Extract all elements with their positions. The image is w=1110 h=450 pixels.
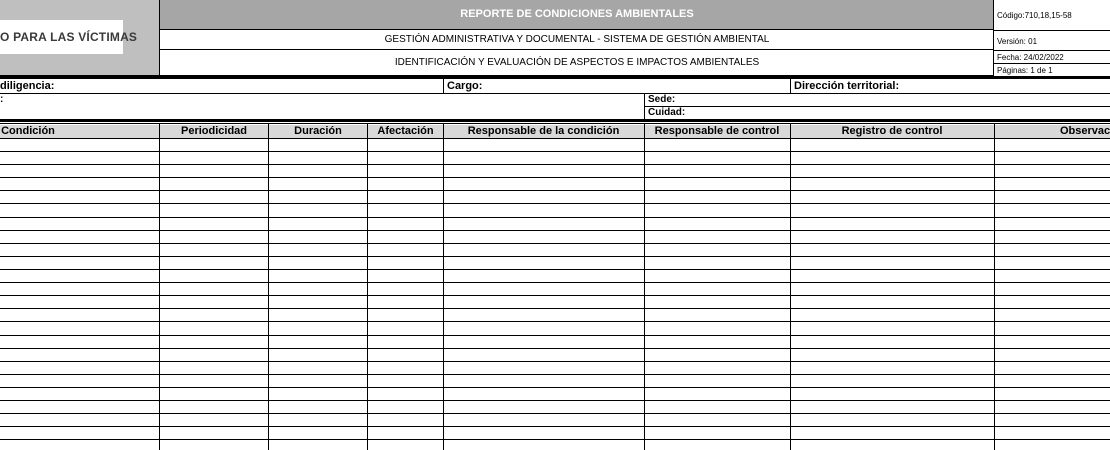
table-row (0, 335, 1110, 336)
info-row-line (644, 106, 1110, 107)
table-row (0, 177, 1110, 178)
page-title: REPORTE DE CONDICIONES AMBIENTALES (460, 8, 694, 20)
table-row (0, 295, 1110, 296)
table-row (0, 321, 1110, 322)
grid-column-line (994, 124, 995, 450)
table-row (0, 439, 1110, 440)
column-header-responsable-control: Responsable de control (654, 125, 780, 137)
direccion-territorial-label: Dirección territorial: (794, 80, 900, 92)
table-row (0, 243, 1110, 244)
logo-text: O PARA LAS VÍCTIMAS (0, 30, 138, 44)
fecha-label: Fecha: 24/02/2022 (997, 53, 1064, 62)
version-label: Versión: 01 (997, 37, 1038, 46)
table-row (0, 426, 1110, 427)
cargo-label: Cargo: (447, 80, 483, 92)
column-header-afectacion: Afectación (377, 125, 434, 137)
info-divider (790, 79, 791, 93)
column-header-responsable-condicion: Responsable de la condición (467, 125, 620, 137)
subtitle-process: GESTIÓN ADMINISTRATIVA Y DOCUMENTAL - SISTEMA DE GESTIÓN AMBIENTAL (384, 34, 770, 45)
table-row (0, 138, 1110, 139)
grid-column-line (268, 124, 269, 450)
table-row (0, 151, 1110, 152)
header-separator (0, 76, 1110, 79)
table-separator (0, 119, 1110, 122)
grid-column-line (644, 124, 645, 450)
table-row (0, 387, 1110, 388)
grid-column-line (367, 124, 368, 450)
codigo-label: Código:710,18,15-58 (997, 11, 1072, 20)
column-header-observaciones: Observac (1060, 125, 1110, 137)
grid-column-line (790, 124, 791, 450)
table-row (0, 269, 1110, 270)
table-top-line (0, 123, 1110, 124)
table-row (0, 413, 1110, 414)
info-divider (443, 79, 444, 93)
table-row (0, 374, 1110, 375)
meta-divider (994, 50, 1110, 51)
diligencia-label: diligencia: (0, 80, 55, 92)
table-row (0, 308, 1110, 309)
table-row (0, 256, 1110, 257)
column-header-condicion: Condición (1, 125, 55, 137)
table-row (0, 400, 1110, 401)
meta-divider (994, 63, 1110, 64)
grid-column-line (443, 124, 444, 450)
sede-label: Sede: (648, 94, 676, 105)
ciudad-label: Cuidad: (648, 107, 686, 118)
meta-divider (994, 30, 1110, 31)
table-row (0, 361, 1110, 362)
table-row (0, 203, 1110, 204)
paginas-label: Páginas: 1 de 1 (997, 66, 1053, 75)
table-row (0, 217, 1110, 218)
table-row (0, 230, 1110, 231)
table-row (0, 164, 1110, 165)
column-header-registro-control: Registro de control (841, 125, 943, 137)
info-colon: : (0, 94, 4, 105)
info-row-line (0, 93, 1110, 94)
table-row (0, 348, 1110, 349)
subtitle-procedure: IDENTIFICACIÓN Y EVALUACIÓN DE ASPECTOS E IMPACTOS AMBIENTALES (394, 57, 760, 68)
column-header-periodicidad: Periodicidad (180, 125, 248, 137)
table-row (0, 190, 1110, 191)
column-header-duracion: Duración (294, 125, 342, 137)
table-row (0, 282, 1110, 283)
grid-column-line (159, 124, 160, 450)
